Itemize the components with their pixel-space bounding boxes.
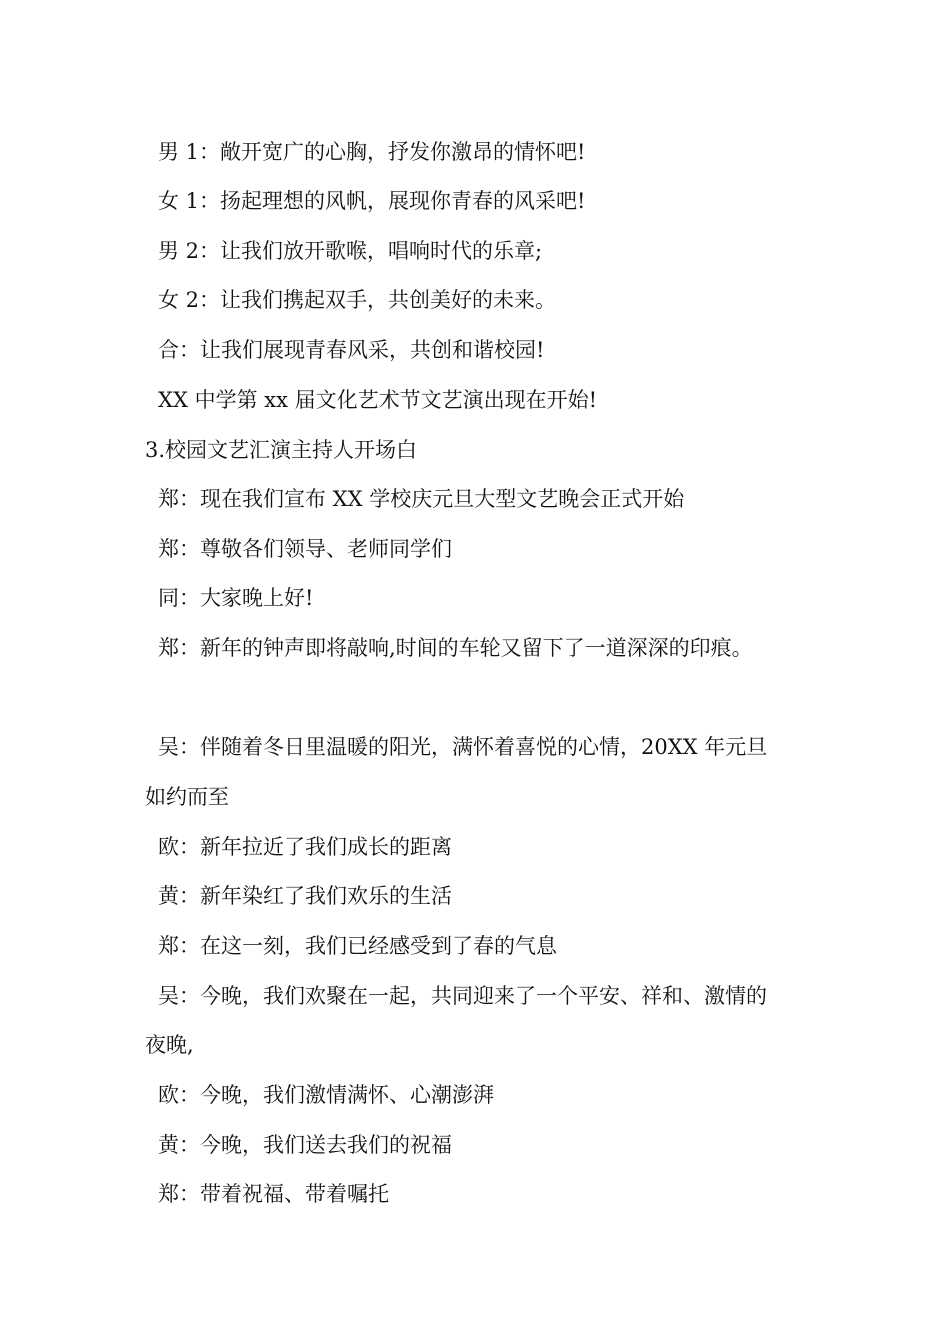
text-line: 黄：今晚，我们送去我们的祝福	[158, 1133, 452, 1157]
text-line-continuation: 夜晚,	[145, 1033, 194, 1057]
text-line: 同：大家晚上好!	[158, 586, 314, 610]
text-line: 郑：现在我们宣布 XX 学校庆元旦大型文艺晚会正式开始	[158, 487, 685, 511]
text-line-continuation: 如约而至	[145, 785, 229, 809]
text-line: 郑：在这一刻，我们已经感受到了春的气息	[158, 934, 557, 958]
text-line: 合：让我们展现青春风采，共创和谐校园!	[158, 338, 545, 362]
text-line: 欧：今晚，我们激情满怀、心潮澎湃	[158, 1083, 494, 1107]
text-line: 黄：新年染红了我们欢乐的生活	[158, 884, 452, 908]
text-line: 女 2：让我们携起双手，共创美好的未来。	[158, 288, 557, 312]
text-line: 郑：尊敬各们领导、老师同学们	[158, 537, 452, 561]
text-line: XX 中学第 xx 届文化艺术节文艺演出现在开始!	[158, 388, 598, 412]
text-line: 郑：新年的钟声即将敲响,时间的车轮又留下了一道深深的印痕。	[158, 636, 753, 660]
text-line: 女 1：扬起理想的风帆，展现你青春的风采吧!	[158, 189, 586, 213]
text-line: 男 2：让我们放开歌喉，唱响时代的乐章;	[158, 239, 543, 263]
section-heading: 3.校园文艺汇演主持人开场白	[145, 438, 418, 462]
text-line: 郑：带着祝福、带着嘱托	[158, 1182, 389, 1206]
text-line: 欧：新年拉近了我们成长的距离	[158, 835, 452, 859]
text-line: 吴：今晚，我们欢聚在一起，共同迎来了一个平安、祥和、激情的	[158, 984, 767, 1008]
text-line: 男 1：敞开宽广的心胸，抒发你激昂的情怀吧!	[158, 140, 586, 164]
text-line: 吴：伴随着冬日里温暖的阳光，满怀着喜悦的心情，20XX 年元旦	[158, 735, 768, 759]
